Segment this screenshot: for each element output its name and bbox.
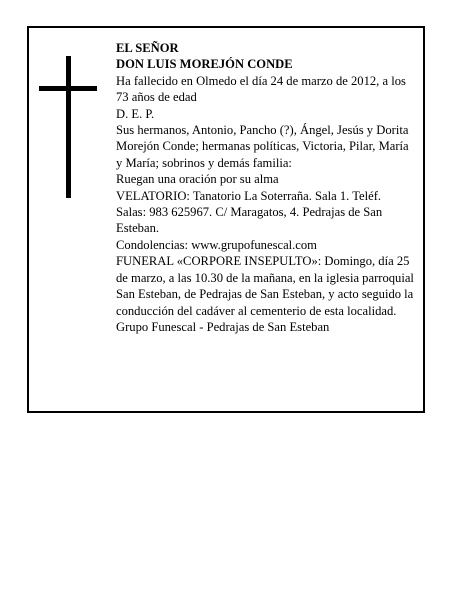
obituary-notice	[27, 26, 425, 413]
cross-icon	[66, 56, 71, 198]
cross-icon-crossbar	[39, 86, 97, 91]
wake-info: VELATORIO: Tanatorio La Soterraña. Sala 1. Teléf. Salas: 983 625967. C/ Maragatos, 4. Pedrajas de San Esteban.	[116, 188, 383, 236]
deceased-name: DON LUIS MOREJÓN CONDE	[116, 57, 293, 72]
death-info: Ha fallecido en Olmedo el día 24 de marzo de 2012, a los 73 años de edad	[116, 73, 406, 105]
funeral-home: Grupo Funescal - Pedrajas de San Esteban	[116, 319, 330, 334]
family-members: Sus hermanos, Antonio, Pancho (?), Ángel, Jesús y Dorita Morejón Conde; hermanas políticas, Victoria, Pilar, María y María; sobrinos y demás familia:	[116, 123, 409, 170]
funeral-info: FUNERAL «CORPORE INSEPULTO»: Domingo, día 25 de marzo, a las 10.30 de la mañana, en la iglesia parroquial San Esteban, de Pedrajas de San Esteban, y acto seguido la conducción del cadáver al cementerio de esta localidad.	[116, 254, 414, 318]
condolences-line: Condolencias: www.grupofunescal.com	[116, 237, 317, 252]
prayer-request: Ruegan una oración por su alma	[116, 172, 279, 187]
notice-body	[116, 40, 414, 335]
notice-title-line1: EL SEÑOR	[116, 41, 179, 55]
rip-line: D. E. P.	[116, 106, 155, 121]
